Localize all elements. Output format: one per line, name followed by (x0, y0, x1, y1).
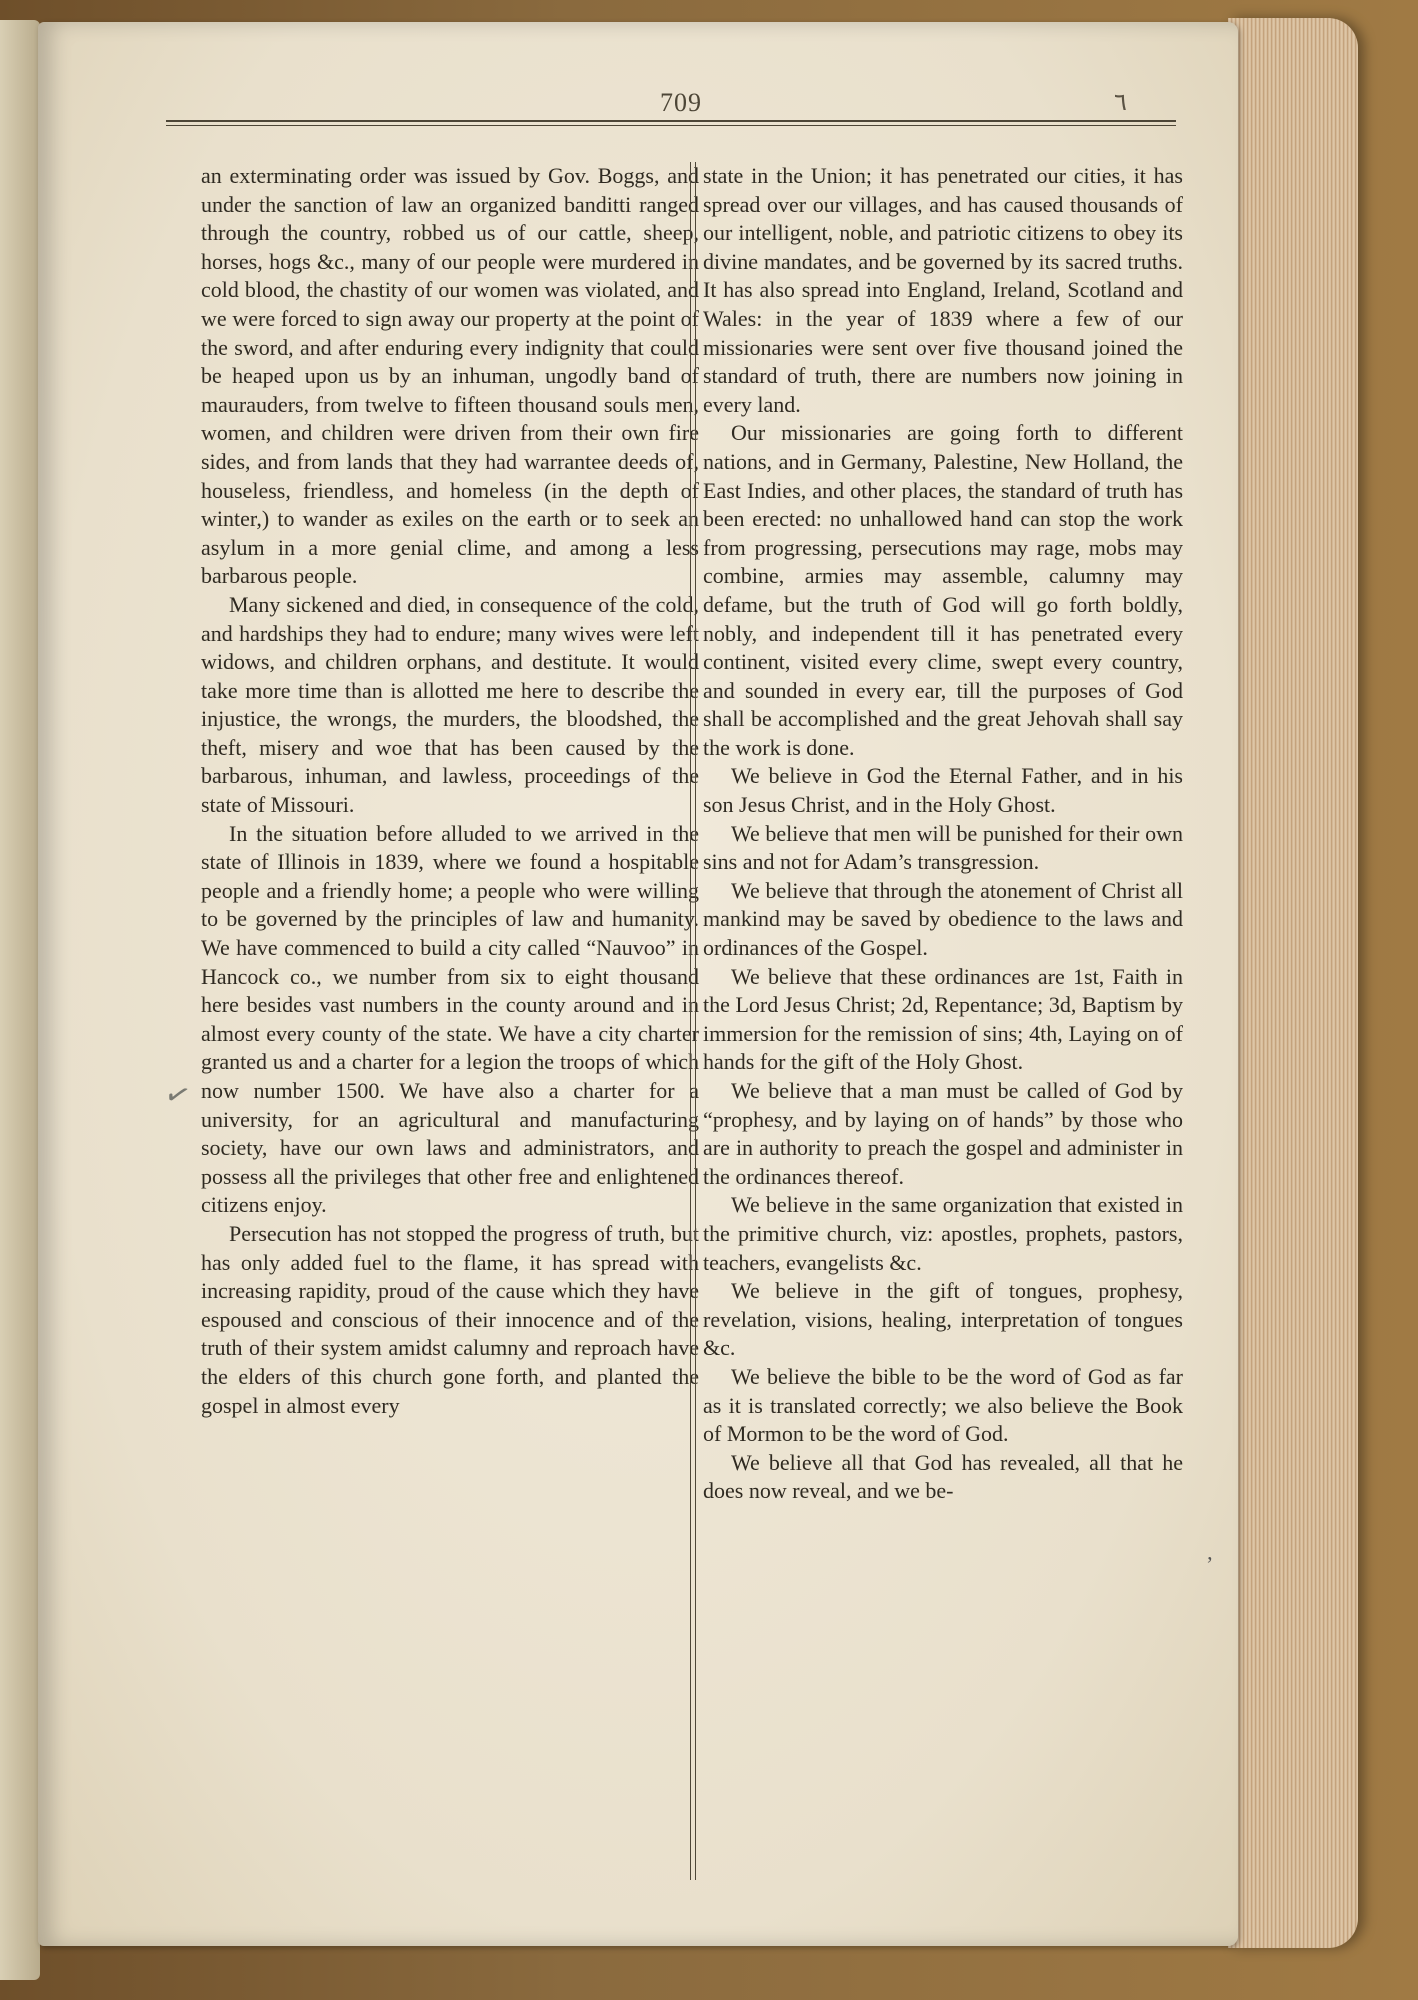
paragraph: state in the Union; it has penetrated our cities, it has spread over our villages, and has caused thousands of our intelligent, noble, and patriotic citizens to obey its divine mandates, and be governed by its sacred truths. It has also spread into England, Ireland, Scotland and Wales: in the year of 1839 where a few of our missionaries were sent over five thousand joined the standard of truth, there are numbers now joining in every land. (703, 163, 1183, 417)
pencil-check-mark: ✓ (160, 1075, 195, 1116)
header-rule-thin (166, 125, 1176, 126)
article-of-faith: We believe that men will be punished for their own sins and not for Adam’s transgression. (703, 820, 1183, 875)
paragraph: Many sickened and died, in consequence of the cold, and hardships they had to endure; many wives were left widows, and children orphans, and destitute. It would take more time than is allotted me here to describe the injustice, the wrongs, the murders, the bloodshed, the theft, misery and woe that has been caused by the barbarous, inhuman, and lawless, proceedings of the state of Missouri. (201, 591, 699, 818)
column-divider (690, 162, 696, 1880)
facing-page-edge (0, 20, 40, 1980)
article-of-faith: We believe in the gift of tongues, prophesy, revelation, visions, healing, interpretation of tongues &c. (703, 1278, 1183, 1361)
article-of-faith: We believe in God the Eternal Father, and in his son Jesus Christ, and in the Holy Ghost. (703, 763, 1183, 818)
article-of-faith: We believe the bible to be the word of God as far as it is translated correctly; we also believe the Book of Mormon to be the word of God. (703, 1363, 1183, 1447)
page-block-edges (1228, 18, 1358, 1948)
header-rule (166, 120, 1176, 122)
paragraph: an exterminating order was issued by Gov. Boggs, and under the sanction of law an organized banditti ranged through the country, robbed us of our cattle, sheep, horses, hogs &c., many of our people were murdered in cold blood, the chastity of our women was violated, and we were forced to sign away our property at the point of the sword, and after enduring every indignity that could be heaped upon us by an inhuman, ungodly band of maurauders, from twelve to fifteen thousand souls men, women, and children were driven from their own fire sides, and from lands that they had warrantee deeds of, houseless, friendless, and homeless (in the depth of winter,) to wander as exiles on the earth or to seek an asylum in a more genial clime, and among a less barbarous people. (201, 163, 699, 589)
article-of-faith: We believe that these ordinances are 1st, Faith in the Lord Jesus Christ; 2d, Repentance; 3d, Baptism by immersion for the remission of sins; 4th, Laying on of hands for the gift of the Holy Ghost. (703, 963, 1183, 1075)
article-of-faith: We believe in the same organization that existed in the primitive church, viz: apostles, prophets, pastors, teachers, evangelists &c. (703, 1192, 1183, 1275)
paragraph: Persecution has not stopped the progress of truth, but has only added fuel to the flame, it has spread with increasing rapidity, proud of the cause which they have espoused and conscious of their innocence and of the truth of their system amidst calumny and reproach have the elders of this church gone forth, and planted the gospel in almost every (201, 1220, 699, 1418)
corner-mark: ٦ (1114, 90, 1127, 116)
right-column (703, 162, 1183, 1506)
article-of-faith: We believe that a man must be called of God by “prophesy, and by laying on of hands” by those who are in authority to preach the gospel and administer in the ordinances thereof. (703, 1078, 1183, 1189)
book-page (38, 22, 1238, 1946)
article-of-faith: We believe that through the atonement of Christ all mankind may be saved by obedience to the laws and ordinances of the Gospel. (703, 877, 1183, 961)
left-column (201, 162, 699, 1420)
paragraph: Our missionaries are going forth to different nations, and in Germany, Palestine, New Holland, the East Indies, and other places, the standard of truth has been erected: no unhallowed hand can stop the work from progressing, persecutions may rage, mobs may combine, armies may assemble, calumny may defame, but the truth of God will go forth boldly, nobly, and independent till it has penetrated every continent, visited every clime, swept every country, and sounded in every ear, till the purposes of God shall be accomplished and the great Jehovah shall say the work is done. (703, 420, 1183, 760)
page-number: 709 (660, 88, 702, 117)
paragraph: In the situation before alluded to we arrived in the state of Illinois in 1839, where we found a hospitable people and a friendly home; a people who were willing to be governed by the principles of law and humanity. We have commenced to build a city called “Nauvoo” in Hancock co., we number from six to eight thousand here besides vast numbers in the county around and in almost every county of the state. We have a city charter granted us and a charter for a legion the troops of which now number 1500. We have also a charter for a university, for an agricultural and manufacturing society, have our own laws and administrators, and possess all the privileges that other free and enlightened citizens enjoy. (201, 820, 699, 1218)
article-of-faith: We believe all that God has revealed, all that he does now reveal, and we be- (703, 1449, 1183, 1504)
margin-tick: ʼ (1206, 1552, 1214, 1577)
